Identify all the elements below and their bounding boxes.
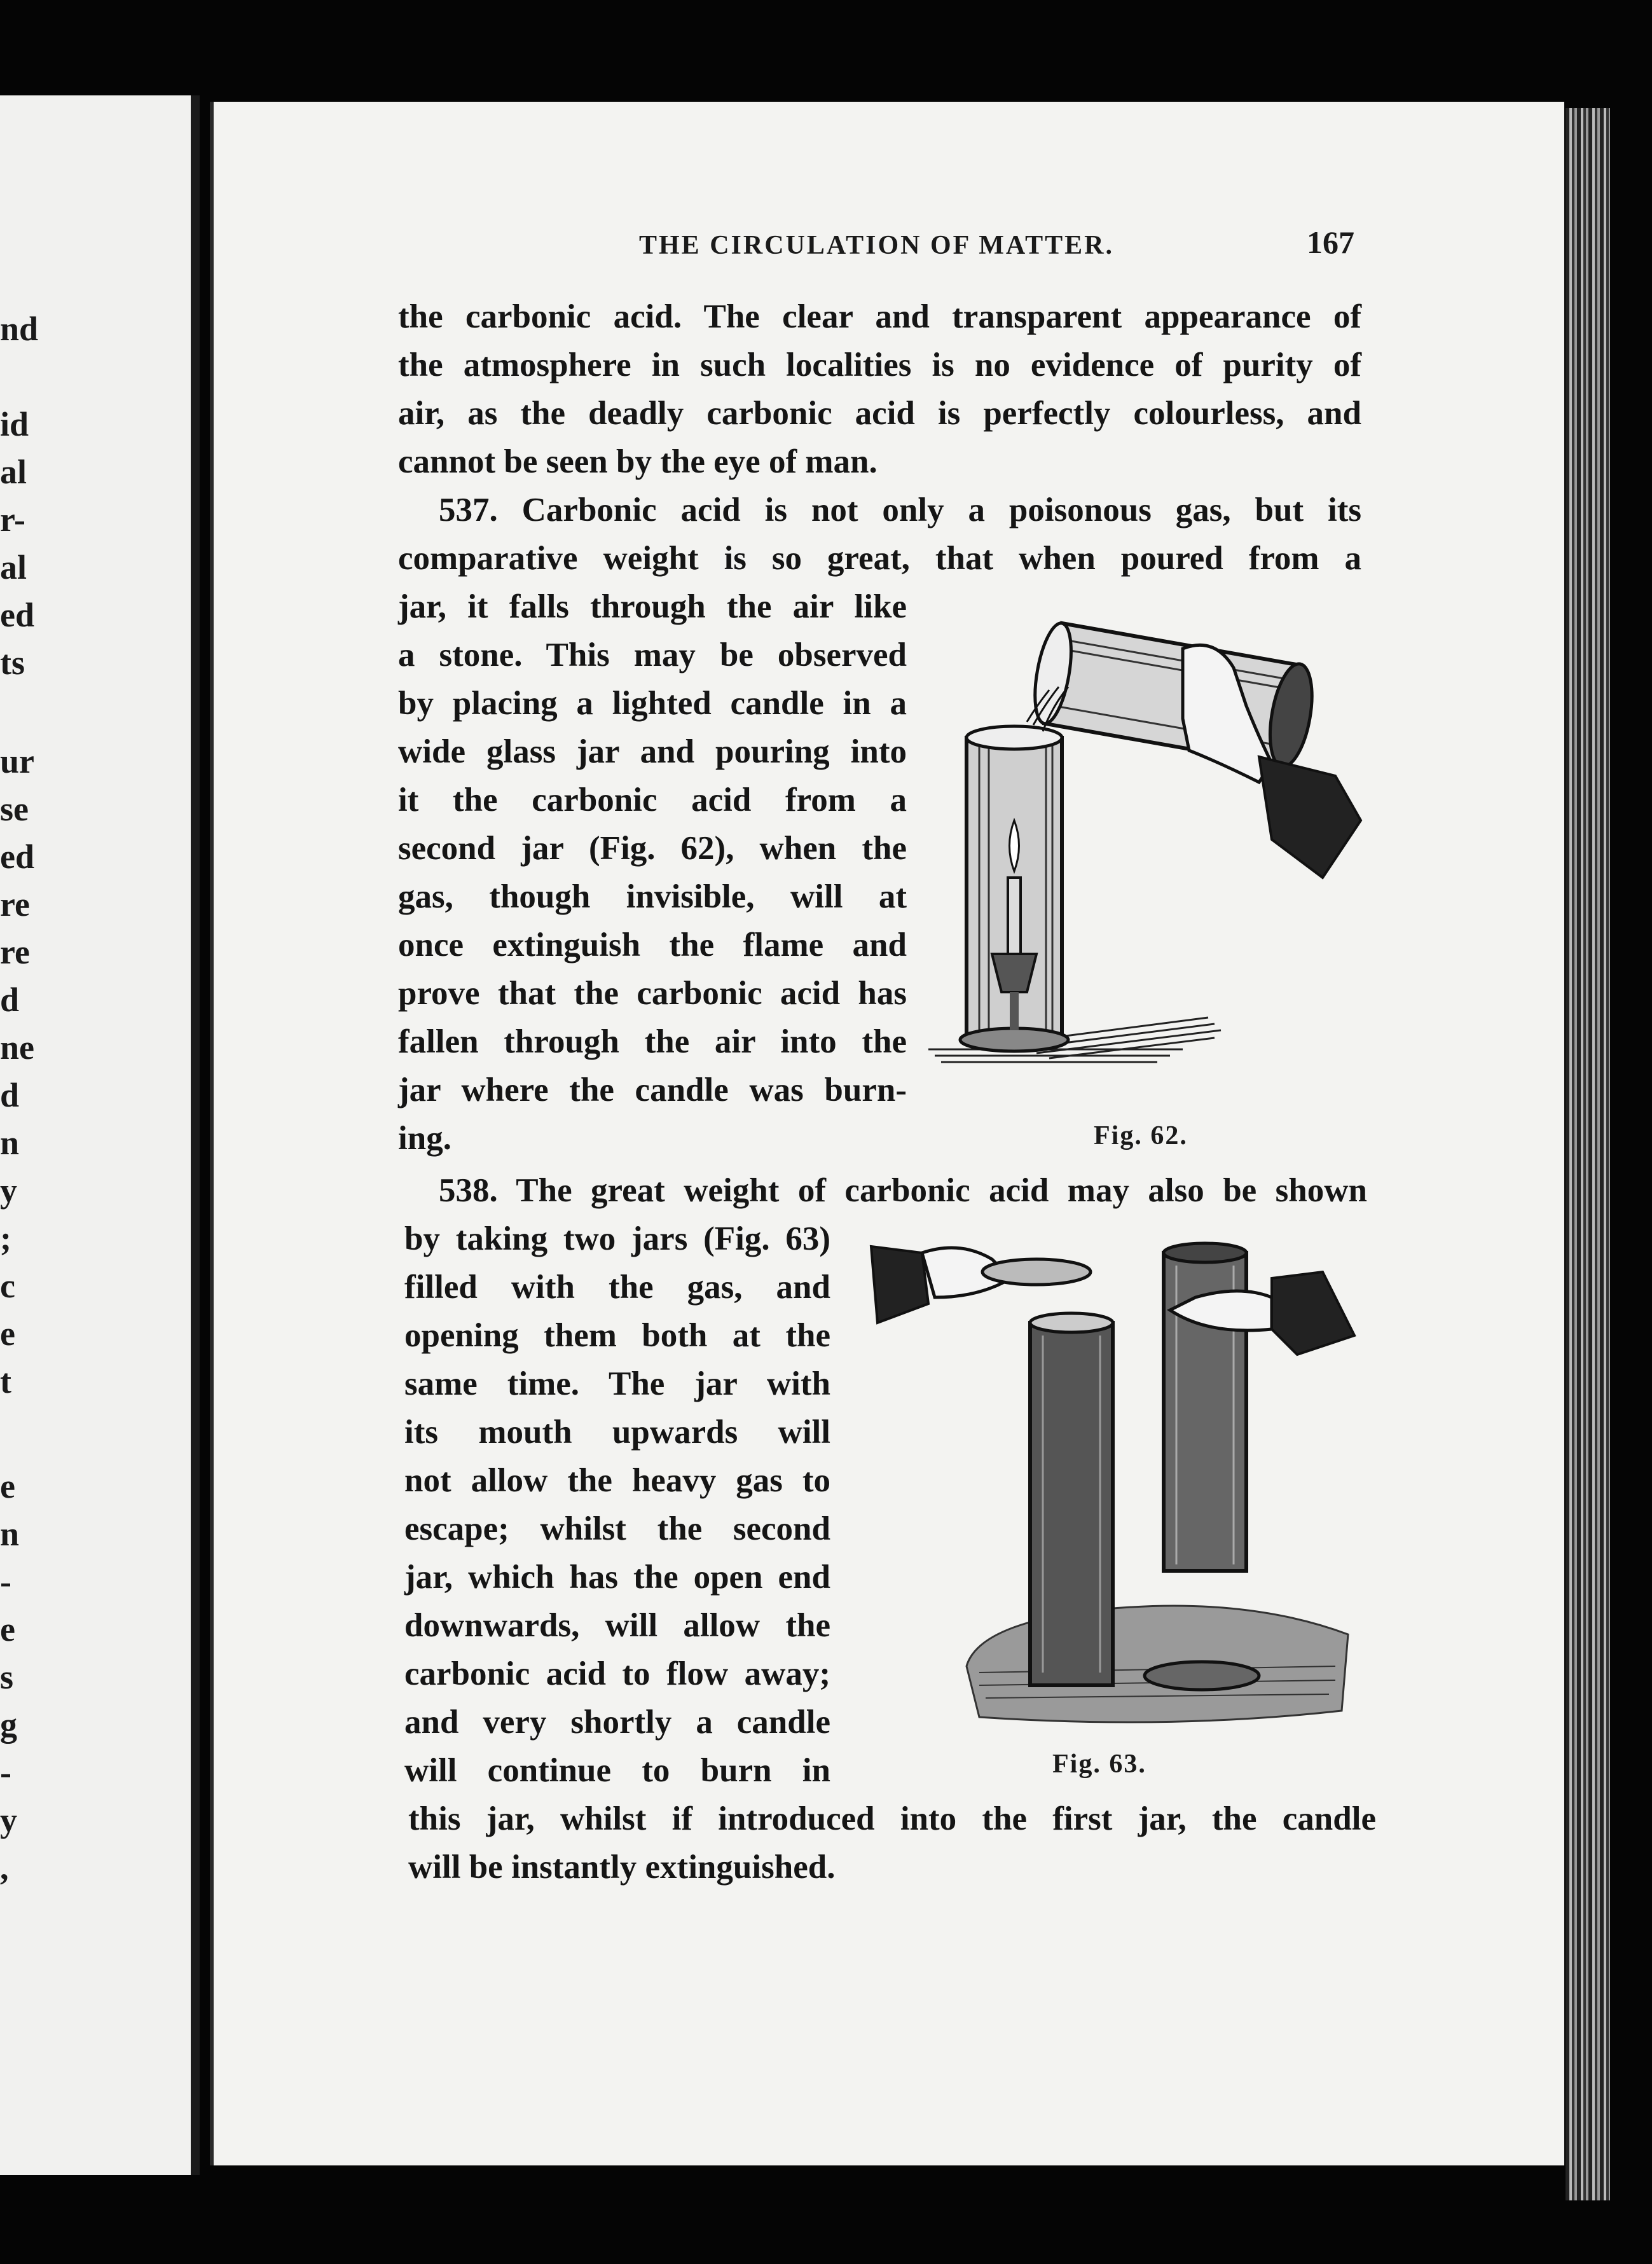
text-line: jar where the candle was burn- [398, 1072, 907, 1108]
text-line: prove that the carbonic acid has [398, 975, 907, 1012]
text-line: its mouth upwards will [404, 1414, 830, 1451]
text-line: air, as the deadly carbonic acid is perfectly colourless, and [398, 395, 1361, 432]
facing-page-fragment: id [0, 405, 29, 443]
text-line: a stone. This may be observed [398, 637, 907, 673]
text-line: wide glass jar and pouring into [398, 733, 907, 770]
facing-page-fragment: , [0, 1849, 9, 1887]
facing-page-fragment: - [0, 1563, 11, 1601]
text-line: this jar, whilst if introduced into the first jar, the candle [408, 1800, 1376, 1837]
jar-pouring-illustration [916, 611, 1373, 1094]
facing-page-fragment: al [0, 548, 27, 586]
two-jars-illustration [852, 1227, 1361, 1736]
facing-page-fragment: ts [0, 644, 25, 682]
facing-page-fragment: s [0, 1658, 14, 1696]
text-line: jar, it falls through the air like [398, 588, 907, 625]
text-line: by taking two jars (Fig. 63) [404, 1220, 830, 1257]
text-line: it the carbonic acid from a [398, 782, 907, 818]
facing-page-fragment: se [0, 790, 29, 828]
facing-page-fragment: y [0, 1801, 17, 1839]
text-line: escape; whilst the second [404, 1510, 830, 1547]
paragraph-537-start: 537. Carbonic acid is not only a poisonous gas, but its [439, 492, 1361, 528]
facing-page-fragment: g [0, 1706, 17, 1744]
text-line: the carbonic acid. The clear and transparent appearance of [398, 298, 1361, 335]
text-line: fallen through the air into the [398, 1023, 907, 1060]
facing-page-fragment: nd [0, 310, 39, 348]
text-line: downwards, will allow the [404, 1607, 830, 1644]
facing-page-fragment: d [0, 1076, 20, 1114]
facing-page-fragment: al [0, 453, 27, 491]
running-head: THE CIRCULATION OF MATTER. [639, 231, 1114, 260]
facing-page-fragment: ed [0, 596, 34, 634]
facing-page-fragment: e [0, 1467, 15, 1505]
text-line: gas, though invisible, will at [398, 878, 907, 915]
text-line: ing. [398, 1120, 451, 1157]
figure-62-caption: Fig. 62. [1094, 1121, 1188, 1150]
facing-page-fragment: re [0, 885, 30, 923]
facing-page-fragment: d [0, 981, 20, 1019]
text-line: jar, which has the open end [404, 1559, 830, 1596]
text-line: and very shortly a candle [404, 1704, 830, 1741]
facing-page-fragment: y [0, 1171, 17, 1210]
facing-page-fragment: re [0, 933, 30, 971]
text-line: filled with the gas, and [404, 1269, 830, 1306]
facing-page-edge [0, 95, 200, 2175]
facing-page-fragment: ne [0, 1028, 34, 1066]
facing-page-fragment: n [0, 1515, 20, 1553]
text-line: will continue to burn in [404, 1752, 830, 1789]
page-stack-edge [1566, 108, 1610, 2200]
facing-page-fragment: n [0, 1124, 20, 1162]
facing-page-fragment: ur [0, 742, 34, 780]
facing-page-fragment: e [0, 1610, 15, 1648]
text-line: not allow the heavy gas to [404, 1462, 830, 1499]
text-line: same time. The jar with [404, 1365, 830, 1402]
page-number: 167 [1307, 224, 1354, 260]
facing-page-fragment: e [0, 1315, 15, 1353]
facing-page-fragment: c [0, 1267, 15, 1305]
text-line: second jar (Fig. 62), when the [398, 830, 907, 867]
paragraph-538-start: 538. The great weight of carbonic acid may also be shown [439, 1172, 1367, 1209]
figure-63-caption: Fig. 63. [1052, 1750, 1146, 1779]
text-line: by placing a lighted candle in a [398, 685, 907, 722]
text-line: carbonic acid to flow away; [404, 1655, 830, 1692]
text-line: once extinguish the flame and [398, 927, 907, 963]
text-line: will be instantly extinguished. [408, 1849, 836, 1886]
facing-page-fragment: r- [0, 500, 25, 539]
facing-page-fragment: - [0, 1753, 11, 1791]
facing-page-fragment: ; [0, 1219, 11, 1257]
facing-page-fragment: ed [0, 838, 34, 876]
facing-page-fragment: t [0, 1362, 11, 1400]
text-line: the atmosphere in such localities is no evidence of purity of [398, 347, 1361, 383]
text-line: comparative weight is so great, that when poured from a [398, 540, 1361, 577]
text-line: cannot be seen by the eye of man. [398, 443, 878, 480]
text-line: opening them both at the [404, 1317, 830, 1354]
